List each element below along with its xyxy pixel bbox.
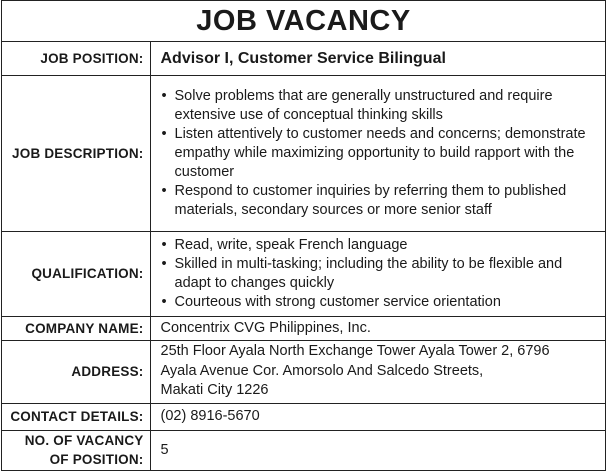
job-description-list bbox=[161, 87, 600, 220]
label-job-description: JOB DESCRIPTION: bbox=[2, 75, 150, 231]
label-contact-details: CONTACT DETAILS: bbox=[2, 403, 150, 430]
list-item: • Read, write, speak French language bbox=[161, 236, 600, 255]
row-contact-details bbox=[2, 403, 605, 430]
list-item: • Respond to customer inquiries by referring them to published materials, secondary sources or more senior staff bbox=[161, 182, 600, 220]
row-job-position bbox=[2, 42, 605, 75]
label-qualification: QUALIFICATION: bbox=[2, 231, 150, 316]
list-item: • Skilled in multi-tasking; including the ability to be flexible and adapt to changes quickly bbox=[161, 255, 600, 293]
address-line: Makati City 1226 bbox=[160, 382, 269, 399]
row-job-description bbox=[2, 75, 605, 231]
qualification-list bbox=[161, 236, 600, 312]
value-vacancy-count: 5 bbox=[150, 430, 605, 470]
label-job-position: JOB POSITION: bbox=[2, 42, 150, 75]
row-qualification bbox=[2, 231, 605, 316]
ad-title: JOB VACANCY bbox=[2, 1, 605, 42]
label-company-name: COMPANY NAME: bbox=[2, 316, 150, 340]
row-company-name bbox=[2, 316, 605, 340]
job-vacancy-ad bbox=[1, 0, 606, 471]
row-vacancy-count bbox=[2, 430, 605, 470]
value-company-name: Concentrix CVG Philippines, Inc. bbox=[150, 316, 605, 340]
vacancy-table bbox=[2, 42, 605, 470]
value-address bbox=[150, 340, 605, 403]
label-vacancy-count bbox=[2, 430, 150, 470]
label-line: OF POSITION: bbox=[49, 452, 144, 468]
value-job-position: Advisor I, Customer Service Bilingual bbox=[160, 49, 446, 67]
address-line: Ayala Avenue Cor. Amorsolo And Salcedo Streets, bbox=[160, 362, 484, 379]
list-item: • Courteous with strong customer service orientation bbox=[161, 293, 600, 312]
label-line: NO. OF VACANCY bbox=[24, 433, 144, 449]
list-item: • Listen attentively to customer needs and concerns; demonstrate empathy while maximizing opportunity to build rapport with the customer bbox=[161, 125, 600, 182]
value-qualification bbox=[150, 231, 605, 316]
list-item: • Solve problems that are generally unstructured and require extensive use of conceptual thinking skills bbox=[161, 87, 600, 125]
address-line: 25th Floor Ayala North Exchange Tower Ayala Tower 2, 6796 bbox=[160, 343, 550, 360]
row-address bbox=[2, 340, 605, 403]
label-address: ADDRESS: bbox=[2, 340, 150, 403]
value-contact-details: (02) 8916-5670 bbox=[150, 403, 605, 430]
value-job-description bbox=[150, 75, 605, 231]
